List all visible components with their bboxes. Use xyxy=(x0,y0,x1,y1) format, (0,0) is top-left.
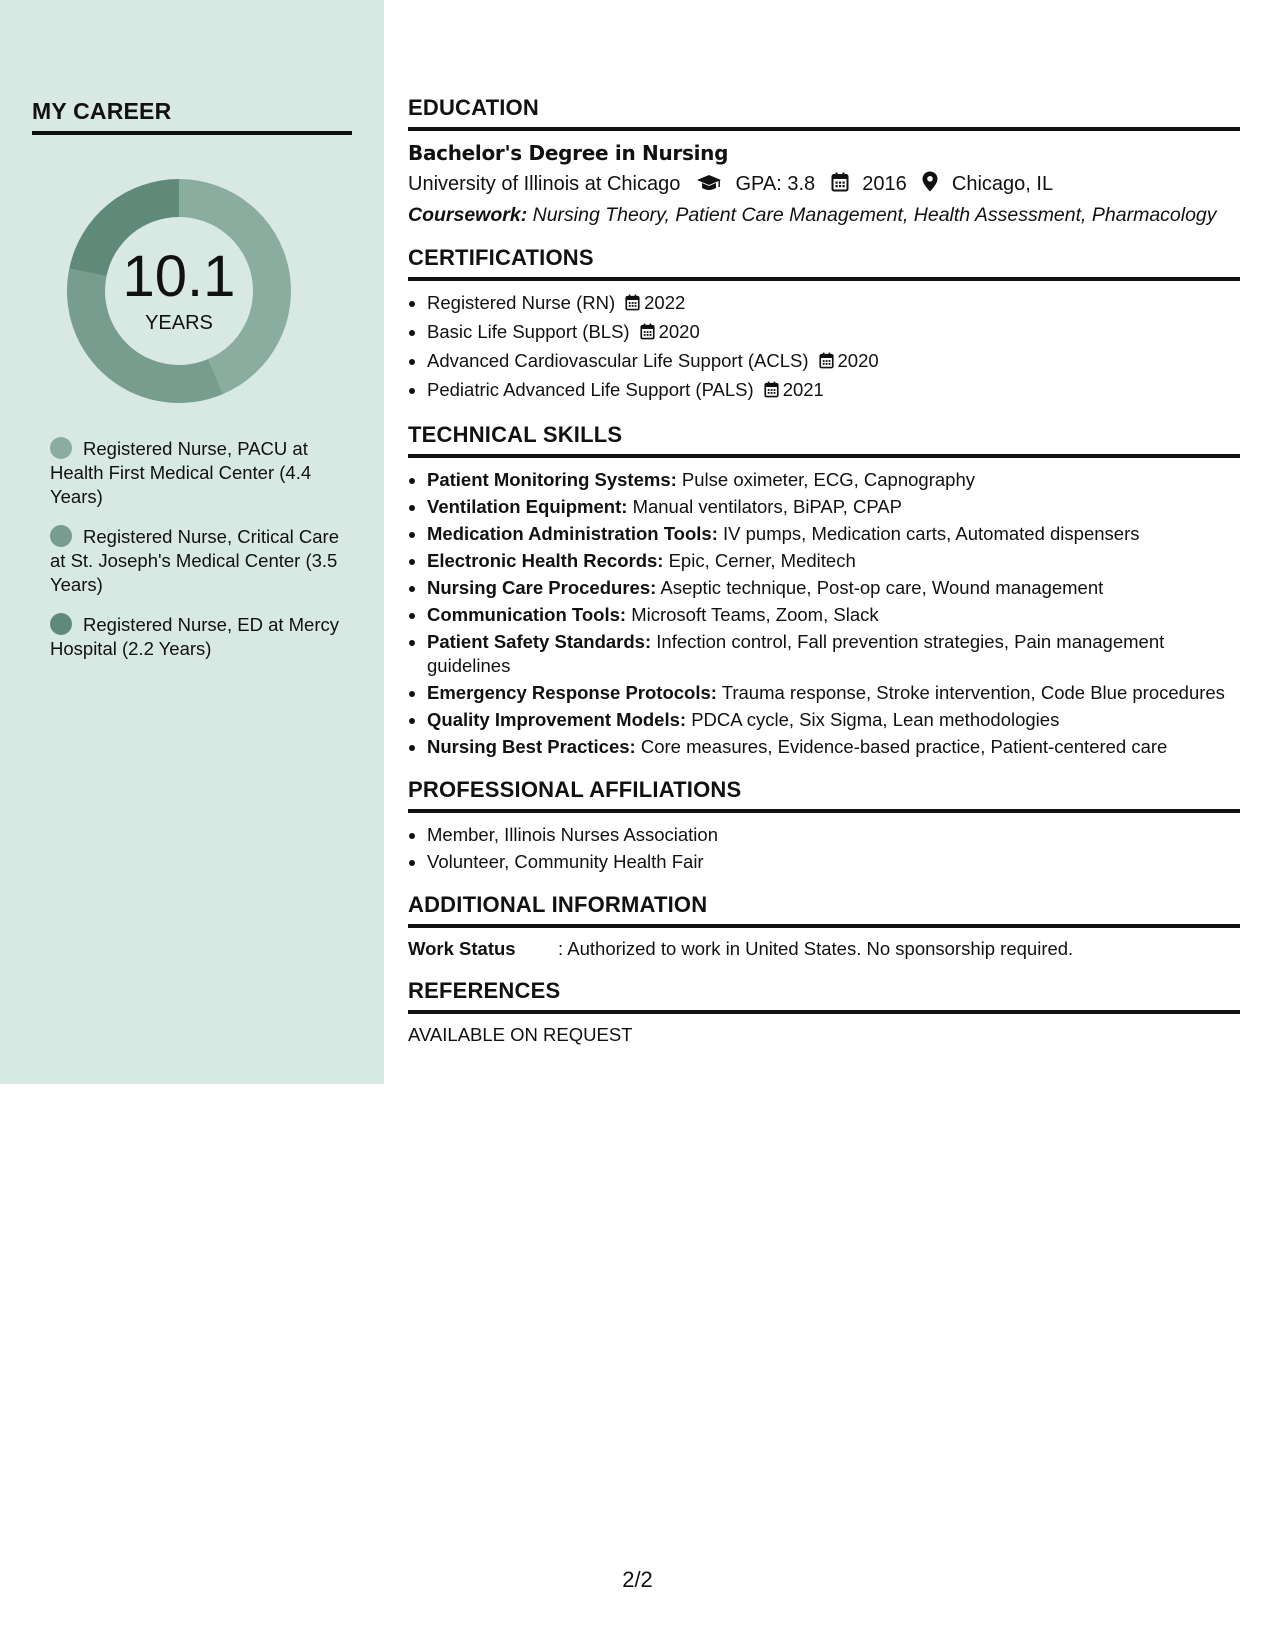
calendar-icon xyxy=(819,351,834,375)
skill-value: Manual ventilators, BiPAP, CPAP xyxy=(632,496,902,517)
skill-label: Medication Administration Tools: xyxy=(427,523,718,544)
gpa: GPA: 3.8 xyxy=(735,173,816,195)
legend-dot-icon xyxy=(50,613,72,635)
career-legend-item xyxy=(50,613,340,661)
page-number: 2/2 xyxy=(622,1567,653,1592)
career-legend-item xyxy=(50,437,340,509)
skills-title: TECHNICAL SKILLS xyxy=(408,422,1240,458)
certification-name: Advanced Cardiovascular Life Support (ACLS) xyxy=(427,350,809,371)
career-legend-label: Registered Nurse, ED at Mercy Hospital (2.2 Years) xyxy=(50,614,340,659)
coursework-list: Nursing Theory, Patient Care Management, Health Assessment, Pharmacology xyxy=(532,204,1217,226)
affiliations-list xyxy=(408,823,1240,874)
skill-item xyxy=(427,735,1240,759)
certification-year: 2020 xyxy=(658,321,700,342)
career-legend-item xyxy=(50,525,340,597)
graduation-year: 2016 xyxy=(862,173,907,195)
certification-name: Basic Life Support (BLS) xyxy=(427,321,630,342)
calendar-icon xyxy=(764,380,779,404)
affiliations-section xyxy=(408,777,1240,874)
career-title: MY CAREER xyxy=(32,98,352,135)
graduation-cap-icon xyxy=(696,174,722,198)
career-legend-label: Registered Nurse, Critical Care at St. Joseph's Medical Center (3.5 Years) xyxy=(50,526,340,595)
education-details xyxy=(408,171,1240,198)
resume-main xyxy=(408,95,1240,1064)
skill-label: Electronic Health Records: xyxy=(427,550,664,571)
school-location: Chicago, IL xyxy=(951,173,1054,195)
certification-item xyxy=(427,349,1240,375)
certifications-list xyxy=(408,291,1240,404)
certifications-section xyxy=(408,245,1240,404)
education-section xyxy=(408,95,1240,227)
skill-label: Communication Tools: xyxy=(427,604,627,625)
career-total-unit: YEARS xyxy=(145,312,213,334)
skill-value: Microsoft Teams, Zoom, Slack xyxy=(631,604,879,625)
certification-name: Pediatric Advanced Life Support (PALS) xyxy=(427,379,754,400)
certification-item xyxy=(427,378,1240,404)
skill-value: Trauma response, Stroke intervention, Code Blue procedures xyxy=(721,682,1225,703)
skill-label: Emergency Response Protocols: xyxy=(427,682,717,703)
certification-item xyxy=(427,320,1240,346)
career-total-value: 10.1 xyxy=(122,244,236,309)
affiliations-title: PROFESSIONAL AFFILIATIONS xyxy=(408,777,1240,813)
references-section xyxy=(408,978,1240,1046)
additional-title: ADDITIONAL INFORMATION xyxy=(408,892,1240,928)
skill-item xyxy=(427,468,1240,492)
skill-item xyxy=(427,681,1240,705)
certification-name: Registered Nurse (RN) xyxy=(427,292,616,313)
coursework xyxy=(408,204,1240,227)
legend-dot-icon xyxy=(50,437,72,459)
certification-item xyxy=(427,291,1240,317)
school-name: University of Illinois at Chicago xyxy=(408,173,681,195)
skills-list xyxy=(408,468,1240,759)
work-status-row xyxy=(408,938,1240,960)
skill-label: Nursing Best Practices: xyxy=(427,736,636,757)
skill-label: Nursing Care Procedures: xyxy=(427,577,657,598)
skill-item xyxy=(427,495,1240,519)
skill-item xyxy=(427,630,1240,678)
skill-label: Quality Improvement Models: xyxy=(427,709,687,730)
skill-label: Patient Safety Standards: xyxy=(427,631,652,652)
skill-value: PDCA cycle, Six Sigma, Lean methodologies xyxy=(691,709,1060,730)
skill-value: Aseptic technique, Post-op care, Wound management xyxy=(660,577,1104,598)
work-status-value: : Authorized to work in United States. No sponsorship required. xyxy=(558,938,1074,959)
affiliation-item: • Member, Illinois Nurses Association xyxy=(427,823,1240,847)
career-legend xyxy=(50,437,340,677)
skill-item xyxy=(427,549,1240,573)
certification-year: 2022 xyxy=(644,292,686,313)
skill-value: Infection control, Fall prevention strategies, Pain management guidelines xyxy=(427,631,1165,676)
skill-item xyxy=(427,576,1240,600)
references-title: REFERENCES xyxy=(408,978,1240,1014)
skill-label: Patient Monitoring Systems: xyxy=(427,469,677,490)
affiliation-item: • Volunteer, Community Health Fair xyxy=(427,850,1240,874)
skill-value: Core measures, Evidence-based practice, Patient-centered care xyxy=(640,736,1168,757)
coursework-label: Coursework: xyxy=(408,204,528,226)
calendar-icon xyxy=(640,322,655,346)
skill-value: IV pumps, Medication carts, Automated dispensers xyxy=(723,523,1140,544)
legend-dot-icon xyxy=(50,525,72,547)
additional-section xyxy=(408,892,1240,960)
career-legend-label: Registered Nurse, PACU at Health First Medical Center (4.4 Years) xyxy=(50,438,312,507)
calendar-icon xyxy=(831,172,849,198)
certification-year: 2020 xyxy=(837,350,879,371)
references-text: AVAILABLE ON REQUEST xyxy=(408,1024,633,1045)
skill-item xyxy=(427,603,1240,627)
skill-value: Pulse oximeter, ECG, Capnography xyxy=(681,469,975,490)
skill-item xyxy=(427,522,1240,546)
certifications-title: CERTIFICATIONS xyxy=(408,245,1240,281)
career-sidebar xyxy=(0,0,384,1084)
skill-label: Ventilation Equipment: xyxy=(427,496,628,517)
skill-value: Epic, Cerner, Meditech xyxy=(668,550,856,571)
education-title: EDUCATION xyxy=(408,95,1240,131)
degree-name: Bachelor's Degree in Nursing xyxy=(408,141,729,165)
location-pin-icon xyxy=(922,171,938,198)
calendar-icon xyxy=(625,293,640,317)
skill-item xyxy=(427,708,1240,732)
work-status-label: Work Status xyxy=(408,938,516,959)
skills-section xyxy=(408,422,1240,759)
certification-year: 2021 xyxy=(782,379,824,400)
